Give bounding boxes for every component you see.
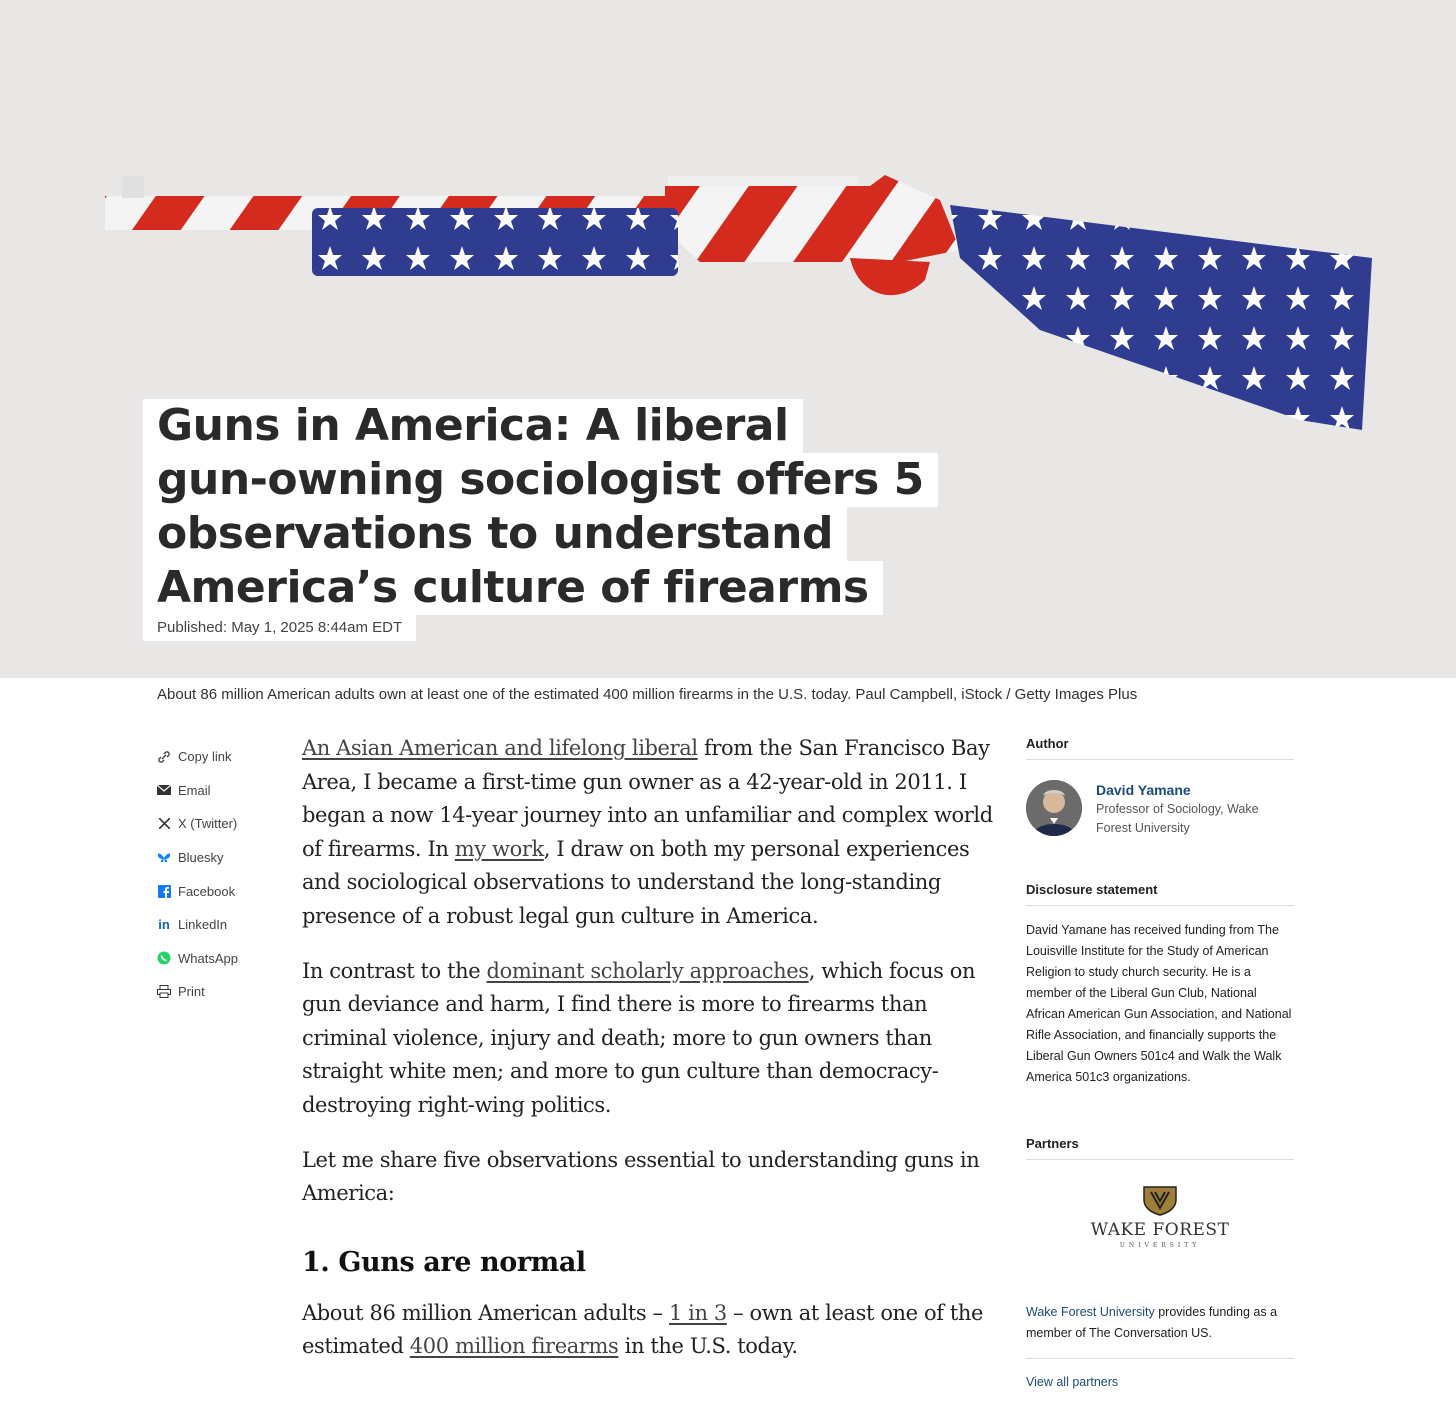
share-label: Facebook [178, 883, 236, 899]
published-date: Published: May 1, 2025 8:44am EDT [143, 615, 416, 641]
share-label: Copy link [178, 749, 232, 765]
article-body [302, 732, 1007, 1385]
sidebar [1026, 736, 1294, 1389]
share-label: Email [178, 782, 211, 798]
author-card [1026, 780, 1294, 838]
disclosure-text: David Yamane has received funding from The Louisville Institute for the Study of American Religion to study church security. He is a member of the Liberal Gun Club, National African American Gun Association, and National Rifle Association, and financially supports the Liberal Gun Owners 501c4 and Walk the Walk America 501c3 organizations. [1026, 923, 1292, 1084]
avatar[interactable] [1026, 780, 1082, 836]
share-email[interactable] [157, 774, 277, 808]
share-label: X (Twitter) [178, 816, 238, 832]
headline-line-4: America’s culture of firearms [143, 561, 883, 615]
link-icon [157, 750, 171, 764]
paragraph-3: Let me share five observations essential to understanding guns in America: [302, 1147, 980, 1206]
headline-block [143, 399, 938, 641]
hero-image [0, 0, 1456, 678]
headline-line-2: gun-owning sociologist offers 5 [143, 453, 938, 507]
partner-link[interactable]: Wake Forest University [1026, 1305, 1155, 1319]
headline-line-1: Guns in America: A liberal [143, 399, 803, 453]
email-icon [157, 783, 171, 797]
wake-forest-logo[interactable] [1026, 1186, 1294, 1276]
facebook-icon [157, 884, 171, 898]
link-my-work[interactable]: my work [454, 836, 544, 861]
share-copy-link[interactable] [157, 740, 277, 774]
share-whatsapp[interactable] [157, 942, 277, 976]
disclosure-heading: Disclosure statement [1026, 882, 1294, 906]
paragraph-1: An Asian American and lifelong liberal from the San Francisco Bay Area, I became a first-time gun owner as a 42-year-old in 2011. I began a now 14-year journey into an unfamiliar and complex world of firearms. In my work, I draw on both my personal experiences and sociological observations to understand the long-standing presence of a robust legal gun culture in America. [302, 736, 993, 928]
share-label: Print [178, 984, 205, 1000]
author-role: Professor of Sociology, Wake Forest University [1096, 802, 1259, 835]
print-icon [157, 985, 171, 999]
partner-logo-title: WAKE FOREST [1090, 1220, 1230, 1240]
paragraph-2: In contrast to the dominant scholarly approaches, which focus on gun deviance and harm, I find there is more to firearms than criminal violence, injury and death; more to gun owners than straight white men; and more to gun culture than democracy-destroying right-wing politics. [302, 958, 976, 1117]
paragraph-4: About 86 million American adults – 1 in 3 – own at least one of the estimated 400 million firearms in the U.S. today. [302, 1300, 984, 1359]
share-label: WhatsApp [178, 950, 238, 966]
author-name-link[interactable]: David Yamane [1096, 782, 1191, 798]
linkedin-icon: in [158, 917, 170, 933]
bluesky-icon [157, 851, 171, 865]
headline-line-3: observations to understand [143, 507, 847, 561]
view-all-partners-link[interactable]: View all partners [1026, 1375, 1119, 1389]
share-label: LinkedIn [178, 917, 228, 933]
image-caption: About 86 million American adults own at least one of the estimated 400 million firearms in the U.S. today. Paul Campbell, iStock / Getty Images Plus [157, 686, 1138, 703]
x-icon [157, 817, 171, 831]
link-asian-american-liberal[interactable]: An Asian American and lifelong liberal [302, 736, 698, 760]
share-bluesky[interactable] [157, 841, 277, 875]
share-x-twitter[interactable] [157, 807, 277, 841]
partners-heading: Partners [1026, 1136, 1294, 1160]
share-print[interactable] [157, 975, 277, 1009]
section-heading: 1. Guns are normal [302, 1246, 586, 1278]
wake-forest-shield-icon [1143, 1186, 1177, 1216]
link-dominant-scholarly-approaches[interactable]: dominant scholarly approaches [486, 958, 809, 983]
share-facebook[interactable] [157, 874, 277, 908]
link-1-in-3[interactable]: 1 in 3 [668, 1300, 727, 1325]
link-400-million-firearms[interactable]: 400 million firearms [409, 1334, 619, 1359]
whatsapp-icon [157, 951, 171, 965]
partner-text: Wake Forest University provides funding as a member of The Conversation US. [1026, 1302, 1294, 1359]
share-label: Bluesky [178, 850, 224, 866]
author-heading: Author [1026, 736, 1294, 760]
share-menu [157, 740, 277, 1009]
partner-logo-subtitle: UNIVERSITY [1119, 1242, 1201, 1249]
share-linkedin[interactable] [157, 908, 277, 942]
